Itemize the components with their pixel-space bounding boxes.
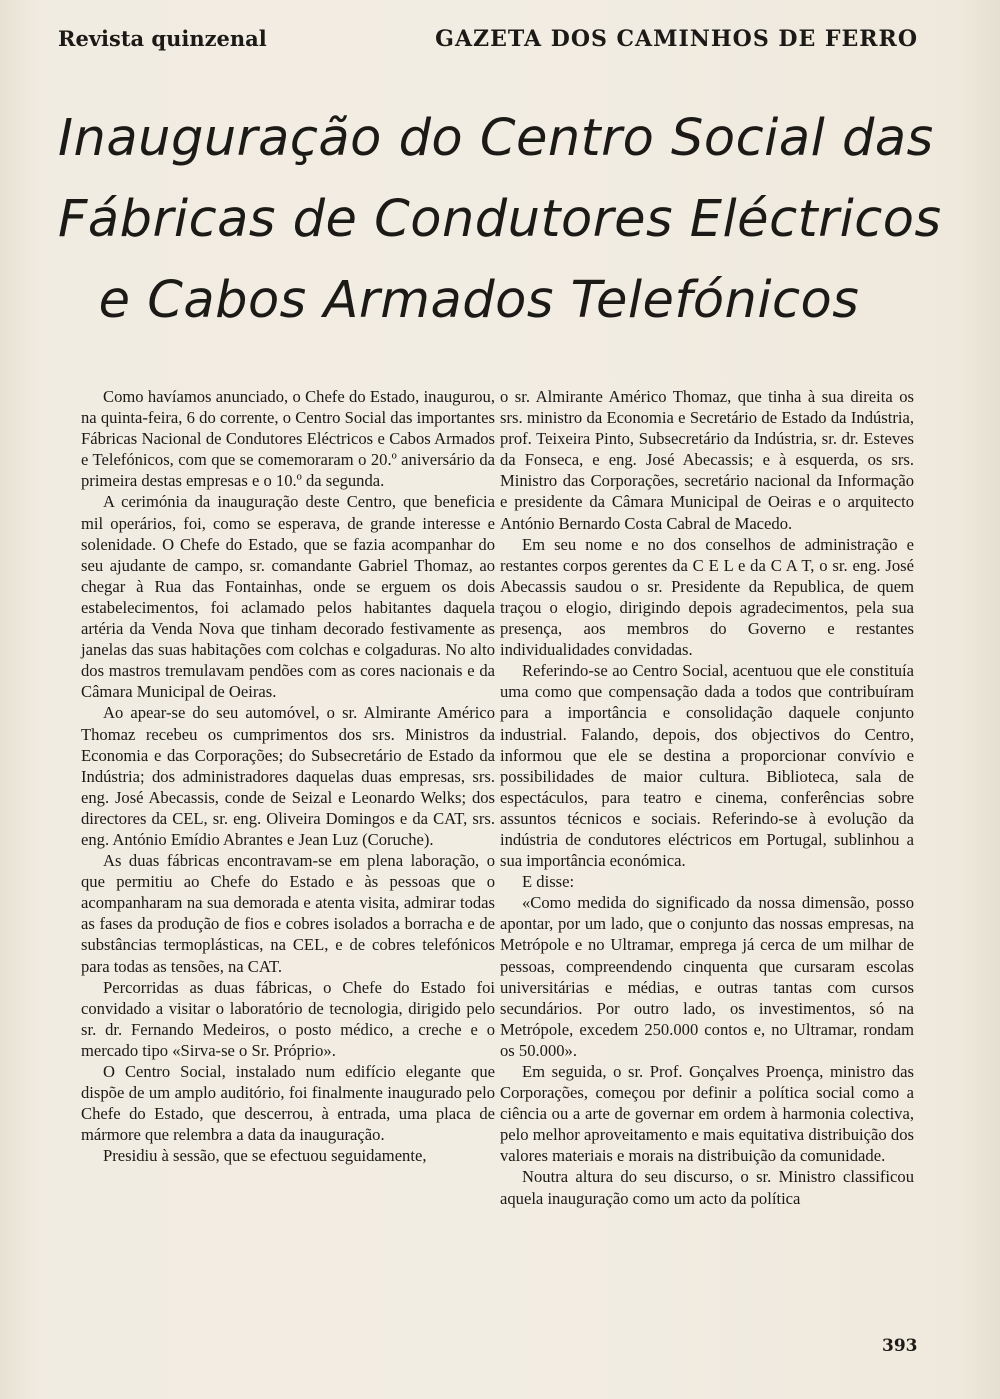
- paragraph: Em seu nome e no dos conselhos de administração e restantes corpos gerentes da C E L e da C A T, o sr. eng. José Abecassis saudou o sr. Presidente da Republica, de quem traçou o elogio, dirigindo depois agradecimentos, pela sua presença, aos membros do Governo e restantes individualidades convidadas.: [500, 534, 914, 660]
- paragraph: Em seguida, o sr. Prof. Gonçalves Proença, ministro das Corporações, começou por definir a política social como a ciência ou a arte de governar em ordem à harmonia colectiva, pelo melhor aproveitamento e mais equitativa distribuição dos valores materiais e morais na distribuição da comunidade.: [500, 1062, 914, 1166]
- left-text-column: [81, 386, 495, 1166]
- paragraph: Presidiu à sessão, que se efectuou seguidamente,: [103, 1146, 427, 1166]
- paragraph: E disse:: [522, 872, 575, 892]
- paragraph: Noutra altura do seu discurso, o sr. Ministro classificou aquela inauguração como um acto da política: [500, 1167, 914, 1208]
- paragraph-continuation: o sr. Almirante Américo Thomaz, que tinha à sua direita os srs. ministro da Economia e Secretário de Estado da Indústria, prof. Teixeira Pinto, Subsecretário da Indústria, sr. dr. Esteves da Fonseca, e eng. José Abecassis; e à esquerda, os srs. Ministro das Corporações, secretário nacional da Informação e presidente da Câmara Municipal de Oeiras e o arquitecto António Bernardo Costa Cabral de Macedo.: [500, 387, 914, 533]
- right-text-column: [500, 386, 914, 1209]
- article-title-line-2: Fábricas de Condutores Eléctricos: [58, 190, 942, 249]
- article-title-line-3: e Cabos Armados Telefónicos: [98, 271, 860, 330]
- paragraph: O Centro Social, instalado num edifício elegante que dispõe de um amplo auditório, foi finalmente inaugurado pelo Chefe do Estado, que descerrou, à entrada, uma placa de mármore que relembra a data da inauguração.: [81, 1062, 495, 1145]
- paragraph: Referindo-se ao Centro Social, acentuou que ele constituía uma como que compensação dada a todos que contribuíram para a importância e consolidação daquele conjunto industrial. Falando, depois, dos objectivos do Centro, informou que ele se destina a proporcionar convívio e possibilidades de maior cultura. Biblioteca, sala de espectáculos, para teatro e cinema, conferências sobre assuntos técnicos e sociais. Referindo-se à evolução da indústria de condutores eléctricos em Portugal, sublinhou a sua importância económica.: [500, 661, 914, 871]
- paragraph: «Como medida do significado da nossa dimensão, posso apontar, por um lado, que o conjunto das nossas empresas, na Metrópole e no Ultramar, emprega já cerca de um milhar de pessoas, compreendendo cinquenta que cursaram escolas universitárias e médias, e outras tantas com cursos secundários. Por outro lado, os investimentos, só na Metrópole, excedem 250.000 contos e, no Ultramar, rondam os 50.000».: [500, 893, 914, 1060]
- paragraph: As duas fábricas encontravam-se em plena laboração, o que permitiu ao Chefe do Estado e às pessoas que o acompanharam na sua demorada e atenta visita, admirar todas as fases da produção de fios e cobres isolados a borracha e de substâncias termoplásticas, na CEL, e de cobres telefónicos para todas as tensões, na CAT.: [81, 851, 495, 976]
- article-title: [58, 98, 942, 341]
- page-number: 393: [882, 1336, 918, 1356]
- paragraph: A cerimónia da inauguração deste Centro, que beneficia mil operários, foi, como se esperava, de grande interesse e solenidade. O Chefe do Estado, que se fazia acompanhar do seu ajudante de campo, sr. comandante Gabriel Thomaz, ao chegar à Rua das Fontainhas, onde se erguem os dois estabelecimentos, foi aclamado pelos habitantes daquela artéria da Venda Nova que tinham decorado festivamente as janelas das suas habitações com colchas e colgaduras. No alto dos mastros tremulavam pendões com as cores nacionais e da Câmara Municipal de Oeiras.: [81, 492, 495, 702]
- paragraph: Como havíamos anunciado, o Chefe do Estado, inaugurou, na quinta-feira, 6 do corrente, o Centro Social das importantes Fábricas Nacional de Condutores Eléctricos e Cabos Armados e Telefónicos, com que se comemoraram o 20.º aniversário da primeira destas empresas e o 10.º da segunda.: [81, 387, 495, 491]
- header-publication-frequency: Revista quinzenal: [58, 26, 267, 51]
- paragraph: Ao apear-se do seu automóvel, o sr. Almirante Américo Thomaz recebeu os cumprimentos dos srs. Ministros da Economia e das Corporações; do Subsecretário de Estado da Indústria; dos administradores daquelas duas empresas, srs. eng. José Abecassis, conde de Seizal e Leonardo Welks; dos directores da CEL, sr. eng. Oliveira Domingos e da CAT, srs. eng. António Emídio Abrantes e Jean Luz (Coruche).: [81, 703, 495, 849]
- running-header: [58, 26, 918, 52]
- paragraph: Percorridas as duas fábricas, o Chefe do Estado foi convidado a visitar o laboratório de tecnologia, dirigido pelo sr. dr. Fernando Medeiros, o posto médico, a creche e o mercado tipo «Sirva-se o Sr. Próprio».: [81, 977, 495, 1060]
- article-title-line-1: Inauguração do Centro Social das: [58, 109, 934, 168]
- header-journal-name: GAZETA DOS CAMINHOS DE FERRO: [435, 26, 918, 52]
